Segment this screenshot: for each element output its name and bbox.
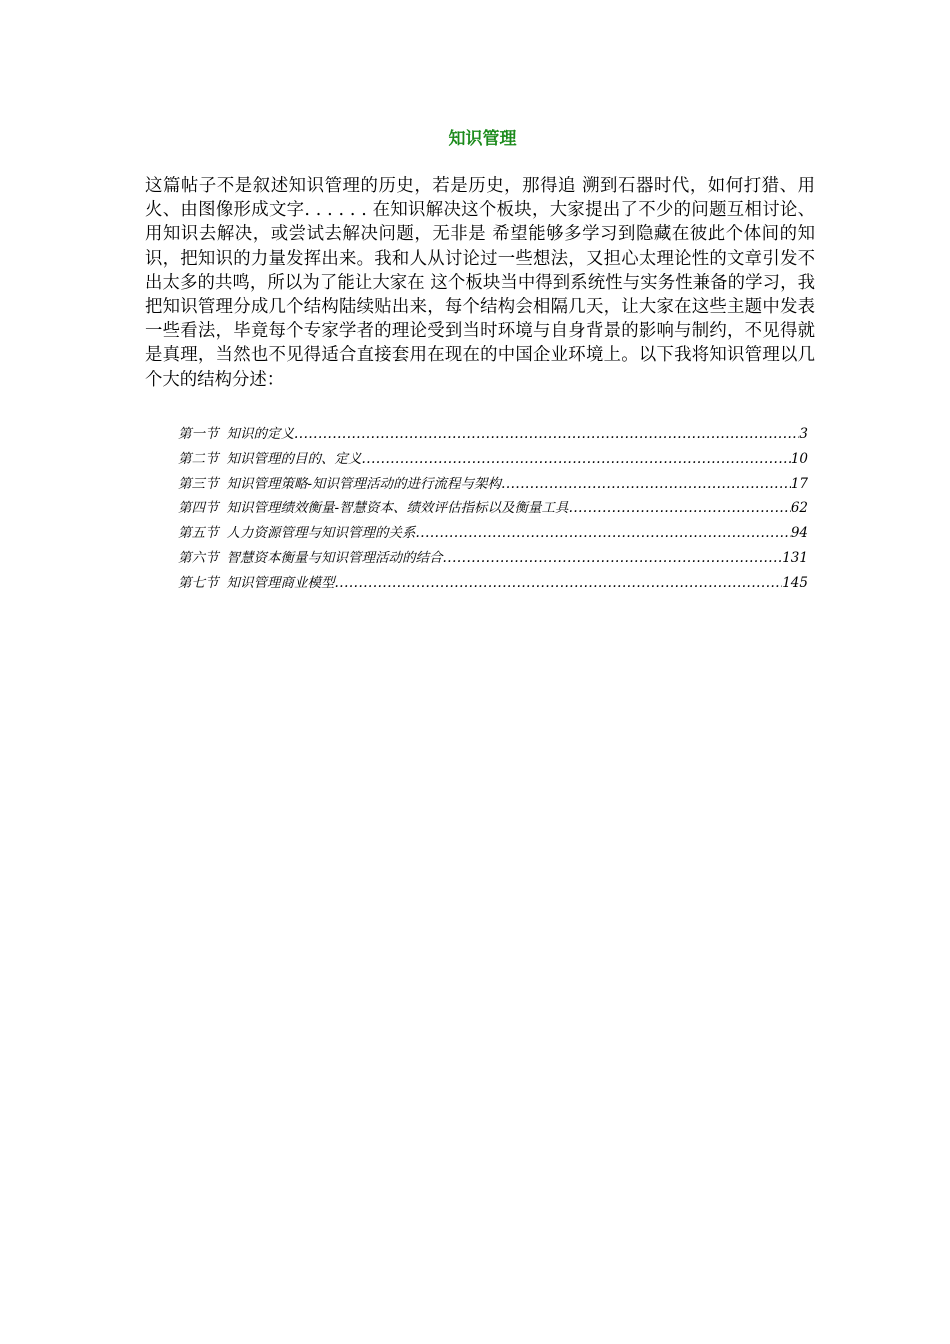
toc-dot-leader (294, 426, 799, 442)
toc-entry[interactable] (178, 422, 808, 447)
toc-section-number: 第二节 (178, 450, 219, 467)
toc-page-number: 131 (782, 549, 808, 566)
toc-entry[interactable] (178, 521, 808, 546)
table-of-contents (178, 422, 808, 596)
toc-section-title: 知识管理的目的、定义 (226, 450, 362, 467)
toc-dot-leader (443, 550, 783, 566)
toc-page-number: 94 (790, 525, 808, 542)
toc-entry[interactable] (178, 447, 808, 472)
toc-section-number: 第五节 (178, 525, 219, 542)
toc-section-title: 知识管理绩效衡量-智慧资本、绩效评估指标以及衡量工具 (226, 500, 569, 517)
toc-entry[interactable] (178, 546, 808, 571)
toc-section-title: 知识管理商业模型 (226, 574, 335, 591)
toc-page-number: 17 (790, 475, 808, 492)
toc-section-title: 人力资源管理与知识管理的关系 (226, 525, 416, 542)
toc-dot-leader (569, 500, 791, 516)
toc-page-number: 62 (790, 500, 808, 517)
toc-section-title: 知识管理策略-知识管理活动的进行流程与架构 (226, 475, 502, 492)
toc-section-number: 第四节 (178, 500, 219, 517)
toc-dot-leader (335, 575, 783, 591)
toc-section-title: 知识的定义 (226, 426, 294, 442)
toc-page-number: 145 (782, 574, 808, 591)
intro-paragraph: 这篇帖子不是叙述知识管理的历史，若是历史，那得追 溯到石器时代，如何打猎、用火、由图像形成文字. . . . . . 在知识解决这个板块，大家提出了不少的问题互相讨论、用知识去解决，或尝试去解决问题，无非是 希望能够多学习到隐藏在彼此个体间的知识，把知识的力量发挥出来。我和人从讨论过一些想法，又担心太理论性的文章引发不出太多的共鸣，所以为了能让大家在 这个板块当中得到系统性与实务性兼备的学习，我把知识管理分成几个结构陆续贴出来，每个结构会相隔几天，让大家在这些主题中发表一些看法，毕竟每个专家学者的理论受到当时环境与自身背景的影响与制约，不见得就是真理，当然也不见得适合直接套用在现在的中国企业环境上。以下我将知识管理以几个大的结构分述： (145, 176, 815, 390)
toc-dot-leader (362, 451, 791, 467)
toc-section-number: 第三节 (178, 475, 219, 492)
toc-page-number: 3 (799, 426, 808, 442)
toc-section-number: 第六节 (178, 549, 219, 566)
toc-dot-leader (416, 525, 791, 541)
document-title: 知识管理 (448, 129, 517, 149)
toc-section-number: 第一节 (178, 426, 219, 442)
toc-section-number: 第七节 (178, 574, 219, 591)
toc-entry[interactable] (178, 472, 808, 497)
toc-dot-leader (501, 476, 791, 492)
toc-page-number: 10 (790, 450, 808, 467)
toc-section-title: 智慧资本衡量与知识管理活动的结合 (226, 549, 443, 566)
toc-entry[interactable] (178, 571, 808, 596)
toc-entry[interactable] (178, 496, 808, 521)
